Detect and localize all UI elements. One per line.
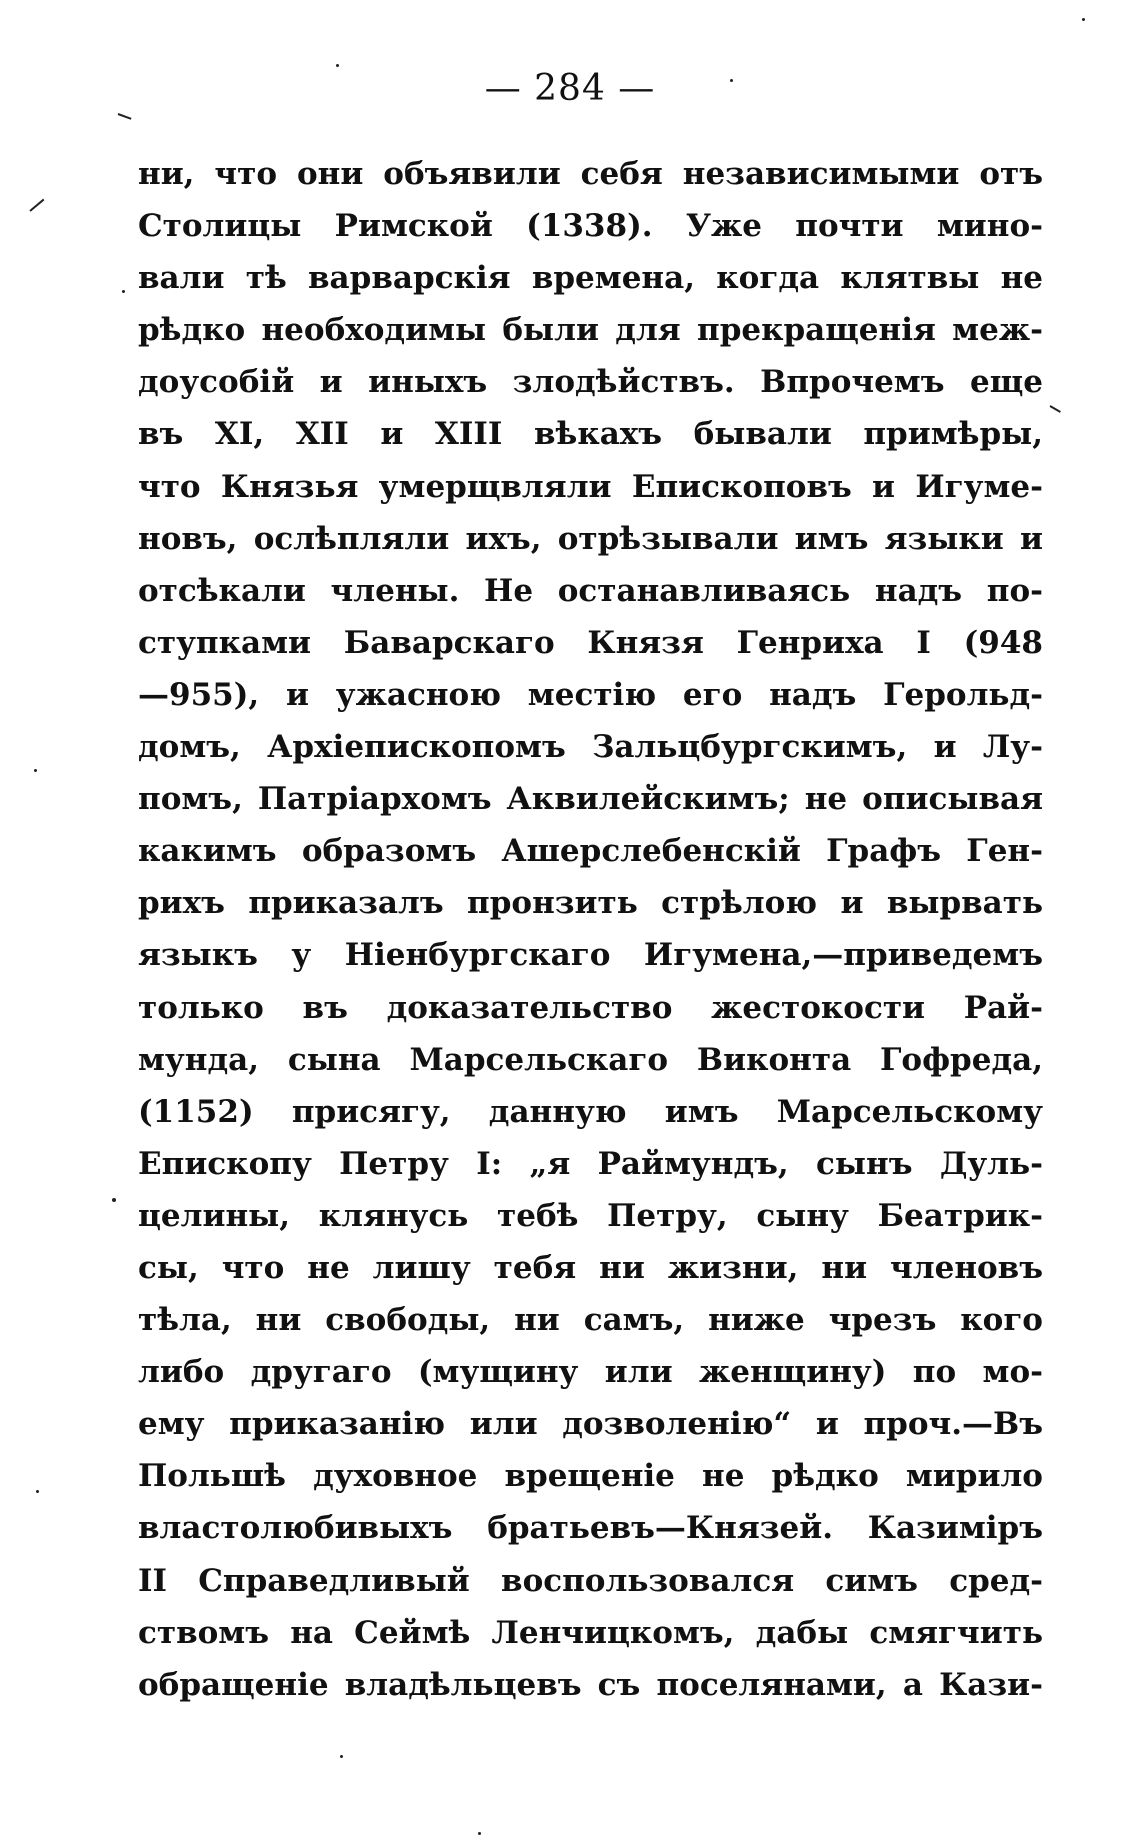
scan-mark [118, 113, 132, 120]
text-line: что Князья умерщвляли Епископовъ и Игуме- [138, 468, 1043, 505]
scan-speck [34, 769, 37, 772]
scan-speck [122, 290, 125, 293]
text-line: рѣдко необходимы были для прекращенія меж- [138, 312, 1043, 349]
text-line: Столицы Римской (1338). Уже почти мино- [138, 208, 1043, 245]
scan-mark [29, 199, 44, 212]
text-line: сы, что не лишу тебя ни жизни, ни членовъ [138, 1249, 1043, 1286]
scan-speck [36, 1490, 39, 1493]
text-line: мунда, сына Марсельскаго Виконта Гофреда, [138, 1041, 1043, 1078]
text-line: (1152) присягу, данную имъ Марсельскому [138, 1093, 1043, 1130]
scan-speck [336, 64, 339, 67]
text-line: обращеніе владѣльцевъ съ поселянами, а Кази- [138, 1666, 1043, 1703]
text-line: ни, что они объявили себя независимыми отъ [138, 156, 1043, 192]
scan-speck [112, 1198, 116, 1202]
text-line: новъ, ослѣпляли ихъ, отрѣзывали имъ языки и [138, 520, 1043, 557]
text-line: какимъ образомъ Ашерслебенскій Графъ Ген- [138, 833, 1043, 870]
text-line: —955), и ужасною местію его надъ Герольд- [138, 676, 1043, 713]
text-line: ствомъ на Сеймѣ Ленчицкомъ, дабы смягчить [138, 1614, 1043, 1651]
text-line: домъ, Архіепископомъ Зальцбургскимъ, и Лу- [138, 729, 1043, 766]
text-line: Епископу Петру I: „я Раймундъ, сынъ Дуль- [138, 1145, 1043, 1182]
text-line: доусобій и иныхъ злодѣйствъ. Впрочемъ еще [138, 364, 1043, 401]
page-number-header: — 284 — [484, 68, 656, 109]
text-line: целины, клянусь тебѣ Петру, сыну Беатрик- [138, 1197, 1043, 1234]
scan-speck [340, 1755, 343, 1758]
text-line: либо другаго (мущину или женщину) по мо- [138, 1354, 1043, 1391]
text-line: языкъ у Ніенбургскаго Игумена,—приведемъ [138, 937, 1043, 974]
scan-speck [1082, 18, 1085, 21]
body-text [138, 148, 1043, 1711]
scan-mark [1050, 405, 1061, 413]
text-line: рихъ приказалъ пронзить стрѣлою и вырвать [138, 885, 1043, 922]
text-line: отсѣкали члены. Не останавливаясь надъ по- [138, 572, 1043, 609]
text-line: ему приказанію или дозволенію“ и проч.—Въ [138, 1406, 1043, 1443]
text-line: Польшѣ духовное врещеніе не рѣдко мирило [138, 1458, 1043, 1495]
text-line: властолюбивыхъ братьевъ—Князей. Казиміръ [138, 1510, 1043, 1547]
text-line: II Справедливый воспользовался симъ сред- [138, 1562, 1043, 1599]
scan-speck [730, 79, 733, 82]
text-line: тѣла, ни свободы, ни самъ, ниже чрезъ кого [138, 1302, 1043, 1339]
text-line: вали тѣ варварскія времена, когда клятвы не [138, 260, 1043, 297]
text-line: ступками Баварскаго Князя Генриха I (948 [138, 624, 1043, 661]
text-line: только въ доказательство жестокости Рай- [138, 989, 1043, 1026]
scan-speck [478, 1832, 481, 1835]
text-line: помъ, Патріархомъ Аквилейскимъ; не описывая [138, 781, 1043, 818]
text-line: въ XI, XII и XIII вѣкахъ бывали примѣры, [138, 416, 1043, 453]
